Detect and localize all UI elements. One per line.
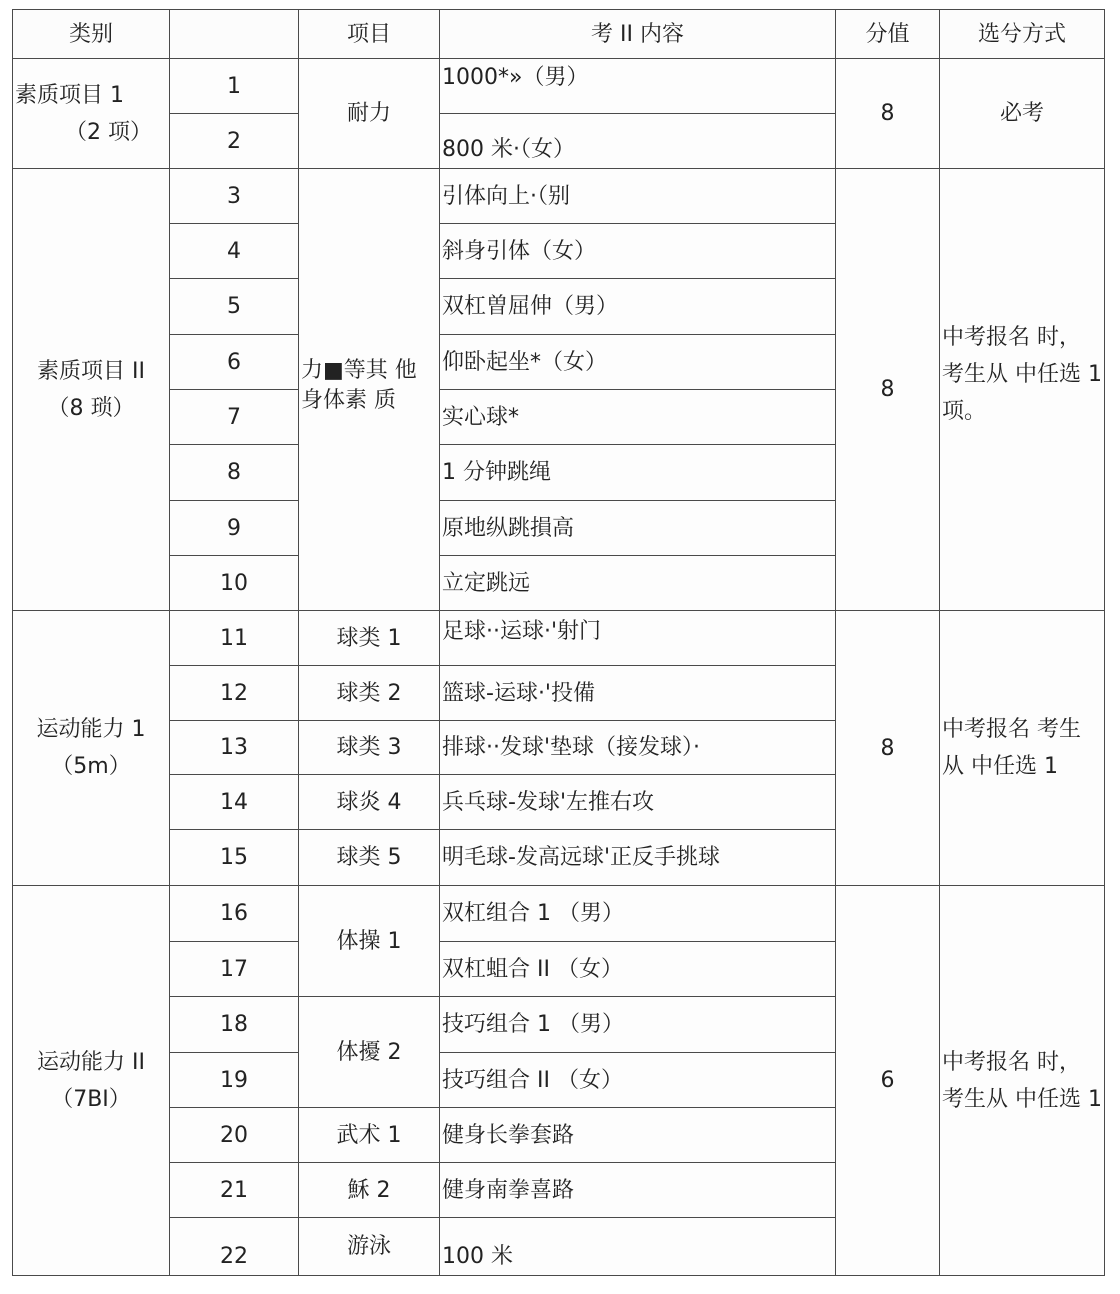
item-cell [298,1162,440,1218]
content-text: 健身南拳喜路 [442,1177,575,1203]
category-count: （8 琐） [47,395,135,421]
item-label: 游泳 [346,1234,391,1259]
content-cell [439,168,836,224]
item-label: 球类 1 [336,625,402,651]
content-text: 100 米 [442,1244,513,1269]
content-cell [439,223,836,279]
category-name: 素质项目 II [37,358,145,384]
score-value: 6 [880,1068,895,1093]
item-label: 武术 1 [336,1122,402,1148]
content-cell [439,720,836,775]
item-label: 球类 3 [336,735,402,760]
row-number-text: 20 [220,1122,248,1148]
content-cell [439,941,836,997]
row-number [169,665,299,721]
category-name: 素质项目 1 [15,82,124,108]
row-number [169,610,299,666]
row-number-text: 3 [227,183,241,209]
header-score-label: 分值 [865,21,910,47]
content-text: 原地纵跳損高 [442,515,575,541]
item-cell [298,720,440,775]
row-number [169,168,299,224]
category-cell [12,168,170,611]
row-number-text: 15 [220,845,248,870]
content-cell [439,665,836,721]
row-number [169,223,299,279]
row-number [169,113,299,169]
item-cell [298,168,440,611]
content-text: 800 米·（女） [442,137,575,162]
method-text: 中考报名 时，考生从 中任选 1 项。 [942,325,1102,424]
content-text: 立定跳远 [442,570,531,596]
content-text: 兵乓球-发球'左推右攻 [442,789,654,815]
row-number-text: 4 [227,238,241,264]
content-cell [439,113,836,169]
content-text: 足球··运球·'射门 [442,619,602,644]
content-cell [439,334,836,390]
row-number-text: 9 [227,515,241,541]
row-number [169,58,299,114]
content-cell [439,774,836,830]
content-text: 引体向上·（别 [442,183,570,209]
score-cell [835,610,940,886]
category-cell [12,885,170,1276]
item-cell [298,665,440,721]
method-text: 必考 [999,101,1044,126]
category-cell [12,58,170,169]
header-score [835,9,940,59]
row-number-text: 14 [220,789,248,815]
item-label: 耐力 [346,101,391,126]
item-label: 体擾 2 [336,1039,402,1065]
row-number-text: 17 [220,956,248,982]
row-number [169,1217,299,1276]
row-number [169,278,299,335]
item-label: 穌 2 [347,1177,391,1203]
item-cell [298,610,440,666]
item-label: 球类 2 [336,680,402,706]
header-category-label: 类别 [68,21,113,47]
row-number-text: 18 [220,1012,248,1037]
method-cell [939,58,1105,169]
row-number-text: 8 [227,460,241,485]
category-name: 运动能力 1 [36,717,146,742]
row-number-text: 11 [220,625,248,651]
item-label: 体操 1 [336,928,402,954]
content-text: 篮球-运球·'投備 [442,680,595,706]
item-label: 力■等其 他身体素 质 [301,357,417,413]
row-number-text: 5 [227,294,241,319]
item-cell [298,1217,440,1276]
row-number-text: 2 [227,128,241,154]
content-text: 1 分钟跳绳 [442,460,551,485]
category-count: （5m） [51,754,131,779]
content-text: 技巧组合 1 （男） [442,1012,624,1037]
method-text: 中考报名 时，考生从 中任选 1 [942,1049,1102,1112]
score-cell [835,885,940,1276]
content-cell [439,555,836,611]
header-item [298,9,440,59]
item-cell [298,996,440,1108]
header-item-label: 项目 [346,21,391,47]
row-number-text: 6 [227,349,241,375]
content-text: 实心球* [442,404,520,430]
row-number-text: 1 [227,73,241,99]
method-cell [939,168,1105,611]
item-label: 球炎 4 [336,789,402,815]
score-value: 8 [880,101,895,126]
row-number [169,885,299,942]
header-method [939,9,1105,59]
category-name: 运动能力 II [37,1049,145,1075]
row-number [169,829,299,886]
content-text: 双杠曽屈伸（男） [442,294,619,319]
row-number [169,941,299,997]
row-number-text: 12 [220,680,248,706]
content-text: 双杠组合 1 （男） [442,901,624,926]
score-value: 8 [880,377,895,402]
content-cell [439,1052,836,1108]
row-number [169,555,299,611]
row-number [169,996,299,1053]
row-number [169,444,299,501]
content-cell [439,1217,836,1276]
score-cell [835,58,940,169]
row-number [169,720,299,775]
content-cell [439,885,836,942]
item-cell [298,1107,440,1163]
header-method-label: 选兮方式 [977,21,1066,47]
content-text: 双杠蛆合 II （女） [442,956,623,982]
content-cell [439,58,836,114]
item-cell [298,774,440,830]
content-cell [439,389,836,445]
row-number [169,389,299,445]
row-number-text: 19 [220,1067,248,1093]
category-count: （7BI） [51,1086,131,1112]
content-text: 排球··发球'垫球（接发球）· [442,735,701,760]
row-number [169,1107,299,1163]
method-cell [939,610,1105,886]
category-cell [12,610,170,886]
score-value: 8 [880,735,895,761]
content-text: 技巧组合 II （女） [442,1067,623,1093]
row-number [169,1162,299,1218]
content-cell [439,500,836,556]
content-cell [439,996,836,1053]
row-number-text: 22 [220,1244,248,1269]
method-text: 中考报名 考生从 中任选 1 [942,717,1081,779]
header-number [169,9,299,59]
row-number [169,1052,299,1108]
row-number [169,334,299,390]
row-number [169,500,299,556]
item-cell [298,829,440,886]
item-cell [298,885,440,997]
header-content [439,9,836,59]
item-label: 球类 5 [336,845,402,870]
content-cell [439,610,836,666]
content-text: 仰卧起坐*（女） [442,349,608,375]
content-cell [439,1107,836,1163]
row-number [169,774,299,830]
row-number-text: 10 [220,570,248,596]
exam-items-table [13,10,1105,1277]
content-cell [439,829,836,886]
row-number-text: 13 [220,735,248,760]
content-cell [439,278,836,335]
category-count: （2 项） [65,119,152,145]
method-cell [939,885,1105,1276]
content-cell [439,1162,836,1218]
content-text: 1000*»（男） [442,65,589,90]
score-cell [835,168,940,611]
content-cell [439,444,836,501]
item-cell [298,58,440,169]
row-number-text: 7 [227,404,241,430]
content-text: 健身长拳套路 [442,1122,575,1148]
header-category [12,9,170,59]
content-text: 明毛球-发高远球'正反手挑球 [442,845,720,870]
row-number-text: 16 [220,901,248,926]
row-number-text: 21 [220,1177,248,1203]
header-content-label: 考 II 内容 [591,21,684,47]
content-text: 斜身引体（女） [442,238,597,264]
